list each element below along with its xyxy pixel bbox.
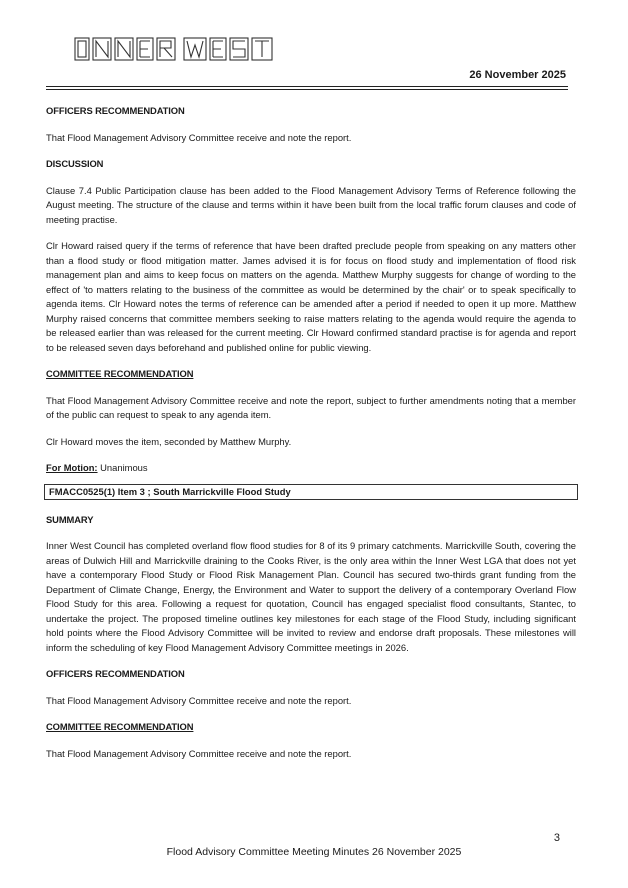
item-title-box: FMACC0525(1) Item 3 ; South Marrickville Flood Study	[44, 484, 578, 500]
motion-value: Unanimous	[100, 462, 148, 473]
summary-heading: SUMMARY	[46, 513, 94, 525]
header-rule-bottom	[46, 89, 568, 90]
officers-recommendation-text: That Flood Management Advisory Committee receive and note the report.	[46, 131, 352, 143]
moves-text: Clr Howard moves the item, seconded by Matthew Murphy.	[46, 435, 292, 447]
document-body	[46, 104, 576, 773]
item3-committee-recommendation-text: That Flood Management Advisory Committee receive and note the report.	[46, 747, 352, 759]
item3-officers-recommendation-heading: OFFICERS RECOMMENDATION	[46, 668, 185, 679]
item3-officers-recommendation-text: That Flood Management Advisory Committee receive and note the report.	[46, 694, 352, 706]
header-date: 26 November 2025	[469, 69, 566, 81]
committee-recommendation-heading: COMMITTEE RECOMMENDATION	[46, 368, 194, 379]
committee-recommendation-text: That Flood Management Advisory Committee receive and note the report, subject to further amendments noting that a member of the public can request to speak to any agenda item.	[46, 394, 576, 420]
officers-recommendation-heading: OFFICERS RECOMMENDATION	[46, 105, 185, 116]
item3-committee-recommendation-heading: COMMITTEE RECOMMENDATION	[46, 721, 194, 732]
page-number: 3	[553, 832, 560, 844]
summary-text: Inner West Council has completed overland flow flood studies for 8 of its 9 primary catchments. Marrickville South, covering the areas of Dulwich Hill and Marrickville draining to the Cooks River, is the only area within the Inner West LGA that does not yet have a contemporary Flood Study or Flood Risk Management Plan. Council has secured two-thirds grant funding from the Department of Climate Change, Energy, the Environment and Water to support the delivery of a contemporary Overland Flow Flood Study for this area. Following a request for quotation, Council has engaged specialist flood consultants, Stantec, to undertake the project. The proposed timeline outlines key milestones for each stage of the Flood Study, including significant hold points where the Flood Advisory Committee will be invited to review and endorse draft proposals. These milestones will inform the scheduling of key Flood Management Advisory Committee meetings in 2026.	[46, 540, 576, 653]
motion-label: For Motion:	[46, 462, 98, 473]
discussion-paragraph-1: Clause 7.4 Public Participation clause has been added to the Flood Management Advisory Terms of Reference following the August meeting. The structure of the clause and terms within it have been built from the local traffic forum clauses and code of meeting practise.	[46, 184, 576, 225]
discussion-heading: DISCUSSION	[46, 158, 104, 169]
inner-west-logo	[74, 36, 274, 62]
header-rule-top	[46, 86, 568, 87]
discussion-paragraph-2: Clr Howard raised query if the terms of reference that have been drafted preclude people from speaking on any matters other than a flood study or flood mitigation matter. James advised it is for focus on flood study and implementation of flood risk management plan and aims to keep focus on matters on the agenda. Matthew Murphy suggests for change of wording to the effect of 'to matters relating to the business of the committee as would be determined by the chair' or to speak specifically to agenda items. Clr Howard notes the terms of reference can be amended after a period if needed to open it up more. Matthew Murphy raised concerns that committee members seeking to raise matters relating to the agenda would require the agenda to be released earlier than was released for the current meeting. Clr Howard confirmed standard practise is for agenda and report to be released seven days beforehand and published online for public viewing.	[46, 240, 576, 353]
motion-line	[46, 461, 576, 476]
footer-text: Flood Advisory Committee Meeting Minutes 26 November 2025	[166, 846, 462, 858]
